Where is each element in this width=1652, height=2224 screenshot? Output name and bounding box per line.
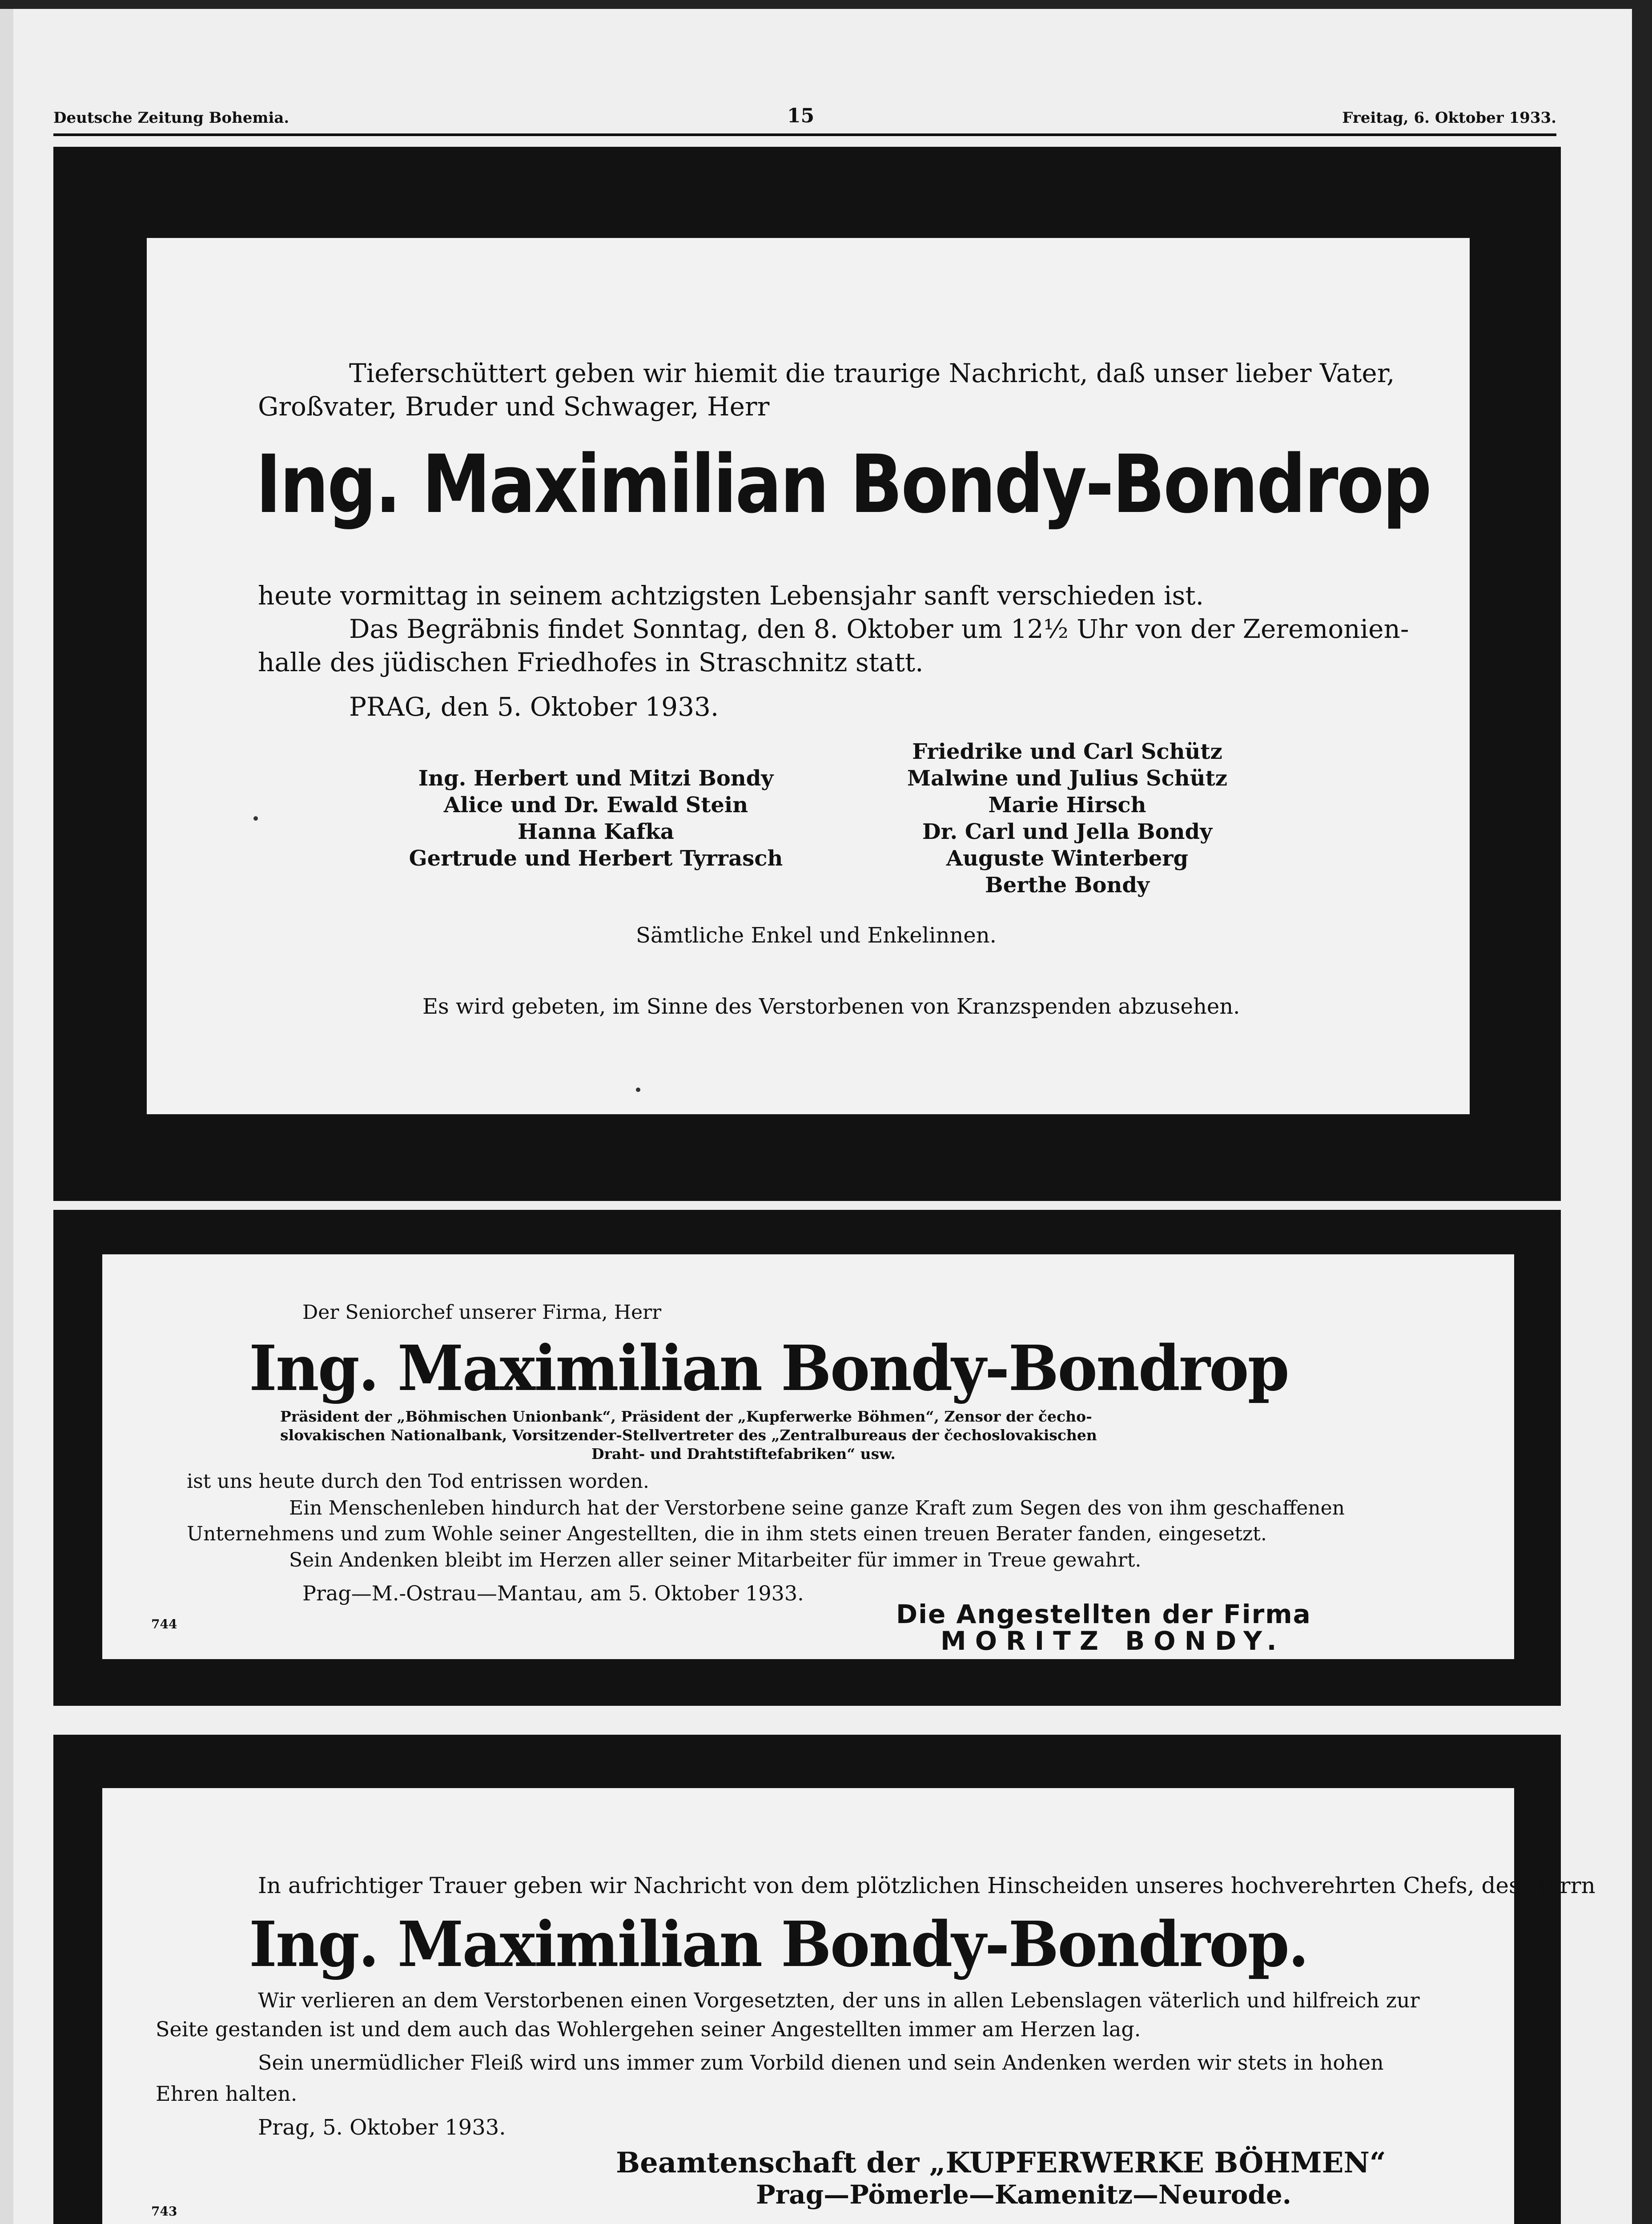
death-line: heute vormittag in seinem achtzigsten Lebensjahr sanft verschieden ist. xyxy=(258,580,1204,611)
page-header xyxy=(53,105,1556,131)
place-date: PRAG, den 5. Oktober 1933. xyxy=(349,692,719,722)
kupferwerke-obituary-frame xyxy=(53,1735,1596,2224)
intro-line-2: Großvater, Bruder und Schwager, Herr xyxy=(258,391,770,422)
mourners-left xyxy=(400,765,792,872)
mourner: Ing. Herbert und Mitzi Bondy xyxy=(418,766,774,791)
family-obituary xyxy=(147,238,1470,1114)
place-date: Prag, 5. Oktober 1933. xyxy=(258,2115,506,2140)
employees-obituary-frame xyxy=(53,1210,1561,1706)
body-line-4: Ehren halten. xyxy=(156,2082,297,2106)
signature-line-2: Prag—Pömerle—Kamenitz—Neurode. xyxy=(756,2180,1291,2210)
intro-line: Der Seniorchef unserer Firma, Herr xyxy=(302,1301,662,1324)
intro-line: In aufrichtiger Trauer geben wir Nachricht von dem plötzlichen Hinscheiden unseres hochverehrten Chefs, des Herrn xyxy=(258,1873,1596,1898)
body-line-2: Seite gestanden ist und dem auch das Wohlergehen seiner Angestellten immer am Herzen lag. xyxy=(156,2017,1141,2041)
scan-edge-top xyxy=(0,0,1652,9)
place-date: Prag—M.-Ostrau—Mantau, am 5. Oktober 1933. xyxy=(302,1581,804,1605)
funeral-line-1: Das Begräbnis findet Sonntag, den 8. Oktober um 12½ Uhr von der Zeremonien- xyxy=(349,614,1409,644)
mourner: Dr. Carl und Jella Bondy xyxy=(922,819,1212,844)
mourner: Marie Hirsch xyxy=(988,793,1146,818)
deceased-name: Ing. Maximilian Bondy-Bondrop. xyxy=(249,1908,1308,1981)
body-line-1: Wir verlieren an dem Verstorbenen einen Vorgesetzten, der uns in allen Lebenslagen väterlich und hilfreich zur xyxy=(258,1988,1420,2012)
family-obituary-frame xyxy=(53,147,1561,1201)
body-line-2: Ein Menschenleben hindurch hat der Verstorbene seine ganze Kraft zum Segen des von ihm geschaffenen xyxy=(289,1497,1345,1519)
print-speck xyxy=(253,816,258,821)
titles-line-3: Draht- und Drahtstiftefabriken“ usw. xyxy=(591,1445,896,1463)
titles-line-1: Präsident der „Böhmischen Unionbank“, Präsident der „Kupferwerke Böhmen“, Zensor der čecho- xyxy=(280,1408,1092,1425)
mourner: Malwine und Julius Schütz xyxy=(907,766,1228,791)
print-speck xyxy=(636,1088,640,1092)
signature-line-1: Beamtenschaft der „KUPFERWERKE BÖHMEN“ xyxy=(616,2146,1386,2180)
mourner: Berthe Bondy xyxy=(985,873,1150,898)
scan-edge-right xyxy=(1632,0,1652,2224)
titles-line-2: slovakischen Nationalbank, Vorsitzender-Stellvertreter des „Zentralbureaus der čechoslovakischen xyxy=(280,1426,1097,1444)
mourner: Alice und Dr. Ewald Stein xyxy=(443,793,748,818)
issue-date: Freitag, 6. Oktober 1933. xyxy=(1342,109,1556,127)
deceased-name: Ing. Maximilian Bondy-Bondrop xyxy=(256,438,1431,531)
newspaper-masthead: Deutsche Zeitung Bohemia. xyxy=(53,109,289,127)
body-line-3: Sein unermüdlicher Fleiß wird uns immer zum Vorbild dienen und sein Andenken werden wir stets in hohen xyxy=(258,2051,1384,2075)
ad-number: 743 xyxy=(151,2204,177,2219)
body-line-3: Unternehmens und zum Wohle seiner Angestellten, die in ihm stets einen treuen Berater fanden, eingesetzt. xyxy=(187,1523,1267,1545)
signature-line-1: Die Angestellten der Firma xyxy=(896,1599,1311,1629)
mourner: Friedrike und Carl Schütz xyxy=(912,739,1222,764)
header-rule xyxy=(53,133,1556,136)
deceased-name: Ing. Maximilian Bondy-Bondrop xyxy=(249,1332,1288,1405)
funeral-line-2: halle des jüdischen Friedhofes in Straschnitz statt. xyxy=(258,647,924,677)
mourner: Gertrude und Herbert Tyrrasch xyxy=(409,846,783,871)
page-number: 15 xyxy=(787,105,815,127)
body-line-4: Sein Andenken bleibt im Herzen aller seiner Mitarbeiter für immer in Treue gewahrt. xyxy=(289,1549,1142,1571)
grandchildren-line: Sämtliche Enkel und Enkelinnen. xyxy=(636,923,997,948)
intro-line-1: Tieferschüttert geben wir hiemit die traurige Nachricht, daß unser lieber Vater, xyxy=(349,358,1395,388)
employees-obituary xyxy=(102,1254,1514,1659)
signature-line-2: MORITZ BONDY. xyxy=(941,1626,1286,1656)
ad-number: 744 xyxy=(151,1617,177,1632)
mourner: Auguste Winterberg xyxy=(946,846,1189,871)
kupferwerke-obituary xyxy=(102,1788,1596,2224)
body-line-1: ist uns heute durch den Tod entrissen worden. xyxy=(187,1470,649,1493)
mourner: Hanna Kafka xyxy=(518,819,674,844)
mourners-right xyxy=(876,738,1258,898)
wreath-request: Es wird gebeten, im Sinne des Verstorbenen von Kranzspenden abzusehen. xyxy=(422,994,1240,1019)
